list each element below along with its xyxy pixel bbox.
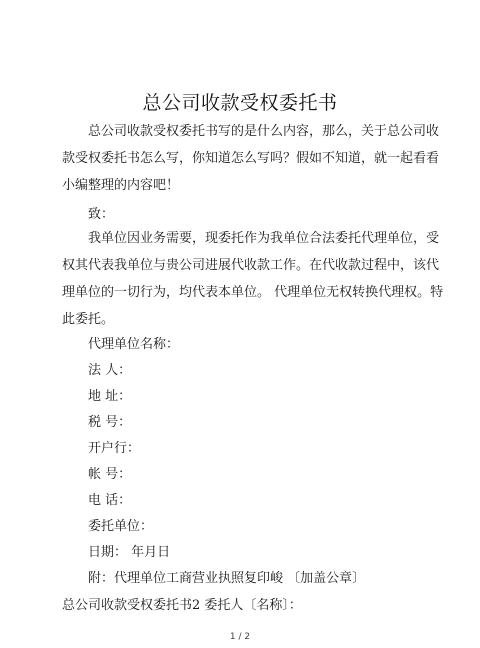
body-line-3: 理单位的一切行为，均代表本单位。 代理单位无权转换代理权。特 (62, 285, 444, 300)
field-phone: 电 话： (88, 493, 132, 508)
intro-line-3: 小编整理的内容吧！ (62, 178, 180, 193)
document-title: 总公司收款受权委托书 (142, 92, 338, 114)
body-line-4: 此委托。 (62, 312, 115, 327)
field-bank: 开户行： (88, 441, 141, 456)
field-principal: 委托单位： (88, 519, 154, 534)
continuation-line: 总公司收款受权委托书2 委托人〔名称〕： (62, 598, 302, 613)
body-paragraph (62, 225, 444, 333)
body-line-1: 我单位因业务需要，现委托作为我单位合法委托代理单位，受 (88, 231, 440, 246)
field-account: 帐 号： (88, 467, 132, 482)
field-attachment: 附：代理单位工商营业执照复印峻 〔加盖公章〕 (88, 571, 366, 586)
intro-line-1: 总公司收款受权委托书写的是什么内容，那么，关于总公司收 (88, 124, 440, 139)
salutation: 致： (88, 207, 115, 222)
intro-line-2: 款受权委托书怎么写，你知道怎么写吗？假如不知道，就一起看看 (62, 151, 440, 166)
field-legal-person: 法 人： (88, 363, 132, 378)
field-date: 日期： 年月日 (88, 545, 171, 560)
field-address: 地 址： (88, 389, 132, 404)
field-agent-name: 代理单位名称： (88, 337, 180, 352)
intro-paragraph (62, 118, 440, 199)
field-tax-number: 税 号： (88, 415, 132, 430)
body-line-2: 权其代表我单位与贵公司进展代收款工作。在代收款过程中，该代 (62, 258, 440, 273)
page-number: 1 / 2 (229, 632, 251, 642)
